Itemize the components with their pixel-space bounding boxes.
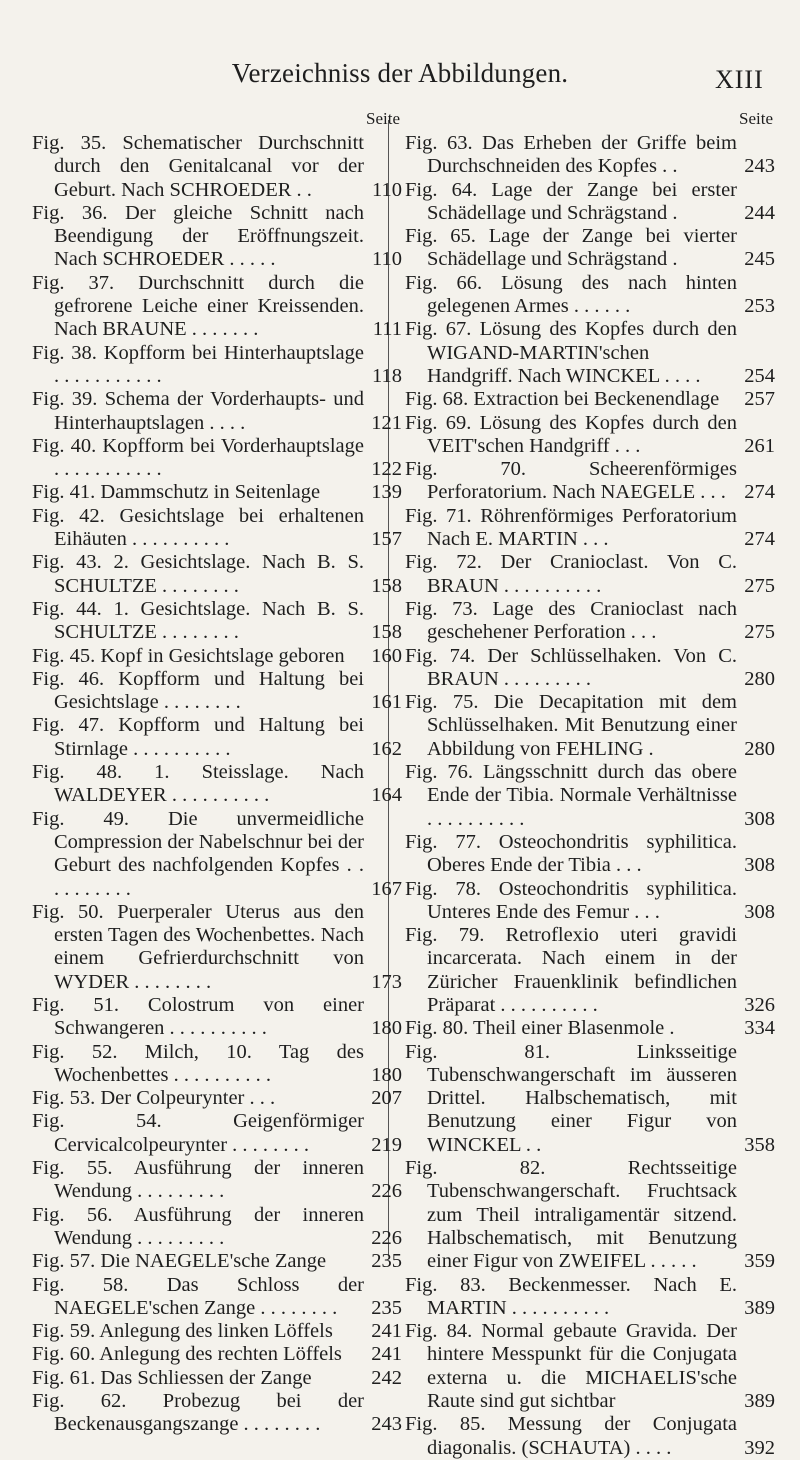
entry-page-number: 161 xyxy=(371,691,402,714)
right-entry-list xyxy=(405,132,775,1460)
list-item xyxy=(405,598,775,645)
left-column xyxy=(32,106,402,1437)
list-item xyxy=(32,1110,402,1157)
entry-text: Fig. 47. Kopfform und Haltung bei Stirnlage . . . . . . . . . . xyxy=(32,714,364,760)
entry-page-number: 308 xyxy=(744,854,775,877)
entry-page-number: 389 xyxy=(744,1296,775,1319)
list-item xyxy=(32,1320,402,1343)
entry-text: Fig. 42. Gesichtslage bei erhaltenen Eihäuten . . . . . . . . . . xyxy=(32,504,364,551)
entry-page-number: 334 xyxy=(744,1017,775,1040)
entry-page-number: 157 xyxy=(371,528,402,551)
list-item xyxy=(405,1320,775,1413)
entry-page-number: 257 xyxy=(744,388,775,411)
entry-text: Fig. 63. Das Erheben der Griffe beim Durchschneiden des Kopfes . . xyxy=(405,132,737,178)
list-item xyxy=(32,1367,402,1390)
entry-page-number: 308 xyxy=(744,807,775,830)
entry-page-number: 226 xyxy=(371,1226,402,1249)
list-item xyxy=(405,318,775,388)
entry-page-number: 235 xyxy=(371,1296,402,1319)
list-item xyxy=(405,761,775,831)
list-item xyxy=(32,1343,402,1366)
entry-page-number: 244 xyxy=(744,201,775,224)
entry-page-number: 207 xyxy=(371,1087,402,1110)
entry-page-number: 180 xyxy=(371,1063,402,1086)
entry-page-number: 173 xyxy=(371,970,402,993)
entry-page-number: 274 xyxy=(744,528,775,551)
list-item xyxy=(405,1157,775,1273)
entry-page-number: 122 xyxy=(371,458,402,481)
list-item xyxy=(32,505,402,552)
list-item xyxy=(405,388,775,411)
entry-text: Fig. 62. Probezug bei der Beckenausgangszange . . . . . . . . xyxy=(32,1390,364,1436)
entry-page-number: 245 xyxy=(744,248,775,271)
entry-text: Fig. 84. Normal gebaute Gravida. Der hintere Messpunkt für die Conjugata externa u. die MICHAELIS'sche Raute sind gut sichtbar xyxy=(405,1320,737,1413)
list-item xyxy=(405,1413,775,1460)
entry-text: Fig. 75. Die Decapitation mit dem Schlüsselhaken. Mit Benutzung einer Abbildung von FEHLING . xyxy=(405,691,737,760)
entry-page-number: 167 xyxy=(371,877,402,900)
list-item xyxy=(32,1087,402,1110)
entry-text: Fig. 39. Schema der Vorderhaupts- und Hinterhauptslagen . . . . xyxy=(32,388,364,434)
list-item xyxy=(32,901,402,994)
right-column xyxy=(405,106,775,1460)
entry-text: Fig. 41. Dammschutz in Seitenlage xyxy=(32,481,321,504)
entry-page-number: 121 xyxy=(371,411,402,434)
entry-page-number: 326 xyxy=(744,993,775,1016)
entry-page-number: 392 xyxy=(744,1436,775,1459)
entry-text: Fig. 82. Rechtsseitige Tubenschwangerschaft. Fruchtsack zum Theil intraligamentär sitzend. Halbschematisch, mit Benutzung einer Figur von ZWEIFEL . . . . . xyxy=(405,1157,737,1273)
list-item xyxy=(32,808,402,901)
entry-text: Fig. 72. Der Cranioclast. Von C. BRAUN . . . . . . . . . . xyxy=(405,551,737,597)
page-number: XIII xyxy=(715,65,764,94)
entry-text: Fig. 51. Colostrum von einer Schwangeren . . . . . . . . . . xyxy=(32,993,364,1040)
entry-text: Fig. 48. 1. Steisslage. Nach WALDEYER . . . . . . . . . . xyxy=(32,761,364,807)
entry-page-number: 235 xyxy=(371,1250,402,1273)
list-item xyxy=(405,505,775,552)
list-item xyxy=(32,481,402,504)
list-item xyxy=(32,272,402,342)
entry-page-number: 359 xyxy=(744,1250,775,1273)
list-item xyxy=(32,1204,402,1251)
entry-page-number: 253 xyxy=(744,295,775,318)
entry-page-number: 139 xyxy=(371,481,402,504)
entry-text: Fig. 64. Lage der Zange bei erster Schädellage und Schrägstand . xyxy=(405,178,737,224)
list-item xyxy=(32,202,402,272)
list-item xyxy=(32,132,402,202)
entry-text: Fig. 81. Linksseitige Tubenschwangerschaft im äusseren Drittel. Halbschematisch, mit Benutzung einer Figur von WINCKEL . . xyxy=(405,1040,737,1156)
list-item xyxy=(405,272,775,319)
entry-page-number: 118 xyxy=(372,364,402,387)
list-item xyxy=(32,1274,402,1321)
entry-page-number: 358 xyxy=(744,1133,775,1156)
entry-text: Fig. 69. Lösung des Kopfes durch den VEIT'schen Handgriff . . . xyxy=(405,411,737,457)
entry-text: Fig. 73. Lage des Cranioclast nach geschehener Perforation . . . xyxy=(405,597,737,644)
entry-text: Fig. 38. Kopfform bei Hinterhauptslage . . . . . . . . . . . xyxy=(32,341,364,387)
entry-text: Fig. 40. Kopfform bei Vorderhauptslage . . . . . . . . . . . xyxy=(32,434,364,481)
list-item xyxy=(32,435,402,482)
entry-text: Fig. 57. Die NAEGELE'sche Zange xyxy=(32,1250,327,1273)
list-item xyxy=(32,1390,402,1437)
entry-text: Fig. 61. Das Schliessen der Zange xyxy=(32,1366,312,1389)
entry-page-number: 160 xyxy=(371,644,402,667)
entry-text: Fig. 45. Kopf in Gesichtslage geboren xyxy=(32,644,345,667)
entry-text: Fig. 77. Osteochondritis syphilitica. Oberes Ende der Tibia . . . xyxy=(405,830,737,877)
entry-text: Fig. 68. Extraction bei Beckenendlage xyxy=(405,388,720,411)
entry-text: Fig. 74. Der Schlüsselhaken. Von C. BRAUN . . . . . . . . . xyxy=(405,644,737,690)
entry-page-number: 164 xyxy=(371,784,402,807)
running-head xyxy=(0,0,800,110)
entry-page-number: 275 xyxy=(744,574,775,597)
list-item xyxy=(405,225,775,272)
list-item xyxy=(405,1274,775,1321)
list-item xyxy=(405,551,775,598)
entry-page-number: 158 xyxy=(371,621,402,644)
entry-text: Fig. 37. Durchschnitt durch die gefrorene Leiche einer Kreissenden. Nach BRAUNE . . . . . . . xyxy=(32,271,364,341)
entry-text: Fig. 50. Puerperaler Uterus aus den ersten Tagen des Wochenbettes. Nach einem Gefrierdurchschnitt von WYDER . . . . . . . . xyxy=(32,900,364,993)
entry-text: Fig. 83. Beckenmesser. Nach E. MARTIN . . . . . . . . . . xyxy=(405,1273,737,1319)
entry-text: Fig. 59. Anlegung des linken Löffels xyxy=(32,1320,333,1343)
entry-page-number: 275 xyxy=(744,621,775,644)
entry-text: Fig. 36. Der gleiche Schnitt nach Beendigung der Eröffnungszeit. Nach SCHROEDER . . . . . xyxy=(32,201,364,271)
entry-page-number: 280 xyxy=(744,737,775,760)
entry-text: Fig. 35. Schematischer Durchschnitt durch den Genitalcanal vor der Geburt. Nach SCHROEDER . . xyxy=(32,132,364,201)
entry-page-number: 243 xyxy=(371,1413,402,1436)
entry-page-number: 111 xyxy=(372,318,402,341)
list-item xyxy=(405,878,775,925)
entry-text: Fig. 79. Retroflexio uteri gravidi incarcerata. Nach einem in der Züricher Frauenklinik befindlichen Präparat . . . . . . . . . . xyxy=(405,924,737,1016)
list-item xyxy=(32,645,402,668)
entry-text: Fig. 78. Osteochondritis syphilitica. Unteres Ende des Femur . . . xyxy=(405,877,737,923)
entry-text: Fig. 85. Messung der Conjugata diagonalis. (SCHAUTA) . . . . xyxy=(405,1413,737,1459)
entry-page-number: 180 xyxy=(371,1017,402,1040)
list-item xyxy=(32,598,402,645)
entry-page-number: 241 xyxy=(371,1320,402,1343)
entry-page-number: 274 xyxy=(744,481,775,504)
list-item xyxy=(405,412,775,459)
entry-page-number: 158 xyxy=(371,574,402,597)
entry-text: Fig. 65. Lage der Zange bei vierter Schädellage und Schrägstand . xyxy=(405,225,737,271)
list-item xyxy=(32,994,402,1041)
entry-text: Fig. 80. Theil einer Blasenmole . xyxy=(405,1017,675,1040)
entry-text: Fig. 70. Scheerenförmiges Perforatorium. Nach NAEGELE . . . xyxy=(405,458,737,504)
entry-page-number: 226 xyxy=(371,1180,402,1203)
entry-text: Fig. 43. 2. Gesichtslage. Nach B. S. SCHULTZE . . . . . . . . xyxy=(32,551,364,597)
entry-page-number: 280 xyxy=(744,667,775,690)
list-item xyxy=(405,179,775,226)
entry-text: Fig. 56. Ausführung der inneren Wendung . . . . . . . . . xyxy=(32,1203,364,1249)
list-item xyxy=(32,1041,402,1088)
list-item xyxy=(405,691,775,761)
entry-page-number: 254 xyxy=(744,364,775,387)
list-item xyxy=(405,645,775,692)
list-item xyxy=(405,1017,775,1040)
list-item xyxy=(32,551,402,598)
entry-text: Fig. 60. Anlegung des rechten Löffels xyxy=(32,1343,342,1366)
entry-text: Fig. 49. Die unvermeidliche Compression der Nabelschnur bei der Geburt des nachfolgenden Kopfes . . . . . . . . . . xyxy=(32,807,364,900)
list-item xyxy=(32,761,402,808)
entry-page-number: 219 xyxy=(371,1133,402,1156)
entry-text: Fig. 44. 1. Gesichtslage. Nach B. S. SCHULTZE . . . . . . . . xyxy=(32,597,364,644)
list-item xyxy=(405,132,775,179)
list-item xyxy=(32,1250,402,1273)
entry-text: Fig. 54. Geigenförmiger Cervicalcolpeurynter . . . . . . . . xyxy=(32,1110,364,1156)
entry-page-number: 242 xyxy=(371,1366,402,1389)
entry-page-number: 389 xyxy=(744,1390,775,1413)
seite-label: Seite xyxy=(739,109,773,128)
list-item xyxy=(405,831,775,878)
entry-text: Fig. 71. Röhrenförmiges Perforatorium Nach E. MARTIN . . . xyxy=(405,504,737,551)
entry-text: Fig. 46. Kopfform und Haltung bei Gesichtslage . . . . . . . . xyxy=(32,667,364,714)
list-item xyxy=(405,458,775,505)
list-item xyxy=(32,1157,402,1204)
entry-page-number: 308 xyxy=(744,900,775,923)
list-item xyxy=(32,668,402,715)
list-item xyxy=(32,714,402,761)
entry-text: Fig. 52. Milch, 10. Tag des Wochenbettes . . . . . . . . . . xyxy=(32,1040,364,1086)
entry-page-number: 110 xyxy=(372,178,402,201)
list-item xyxy=(405,924,775,1017)
entry-text: Fig. 67. Lösung des Kopfes durch den WIGAND-MARTIN'schen Handgriff. Nach WINCKEL . . . . xyxy=(405,318,737,387)
list-item xyxy=(32,388,402,435)
running-title: Verzeichniss der Abbildungen. xyxy=(231,58,569,88)
entry-text: Fig. 66. Lösung des nach hinten gelegenen Armes . . . . . . xyxy=(405,271,737,318)
entry-page-number: 241 xyxy=(371,1343,402,1366)
entry-page-number: 243 xyxy=(744,155,775,178)
entry-text: Fig. 53. Der Colpeurynter . . . xyxy=(32,1087,276,1110)
left-entry-list xyxy=(32,132,402,1437)
entry-page-number: 162 xyxy=(371,737,402,760)
list-item xyxy=(405,1041,775,1157)
list-item xyxy=(32,342,402,389)
entry-page-number: 110 xyxy=(372,248,402,271)
seite-label: Seite xyxy=(366,109,400,128)
entry-text: Fig. 55. Ausführung der inneren Wendung . . . . . . . . . xyxy=(32,1157,364,1203)
entry-text: Fig. 58. Das Schloss der NAEGELE'schen Zange . . . . . . . . xyxy=(32,1273,364,1319)
entry-page-number: 261 xyxy=(744,434,775,457)
entry-text: Fig. 76. Längsschnitt durch das obere Ende der Tibia. Normale Verhältnisse . . . . . . . . . . xyxy=(405,761,737,830)
